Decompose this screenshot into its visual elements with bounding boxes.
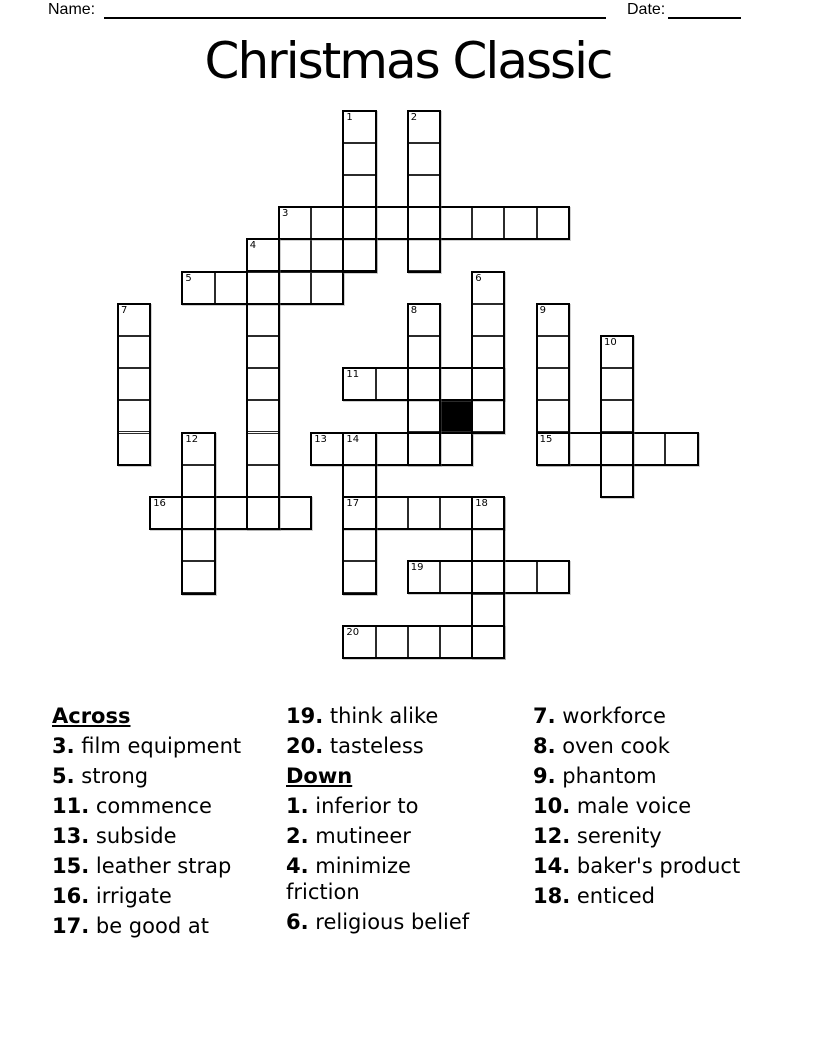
grid-cell-r12c9[interactable] bbox=[408, 497, 440, 529]
grid-cell-r13c7[interactable] bbox=[343, 529, 375, 561]
cell-number-6: 6 bbox=[475, 272, 482, 284]
date-label: Date: bbox=[627, 1, 666, 18]
grid-black-cell bbox=[440, 400, 472, 432]
grid-cell-r14c7[interactable] bbox=[343, 561, 375, 593]
grid-cell-r6c13[interactable] bbox=[537, 304, 569, 336]
clue-section-header-across: Across bbox=[52, 704, 131, 728]
clue-text: subside bbox=[89, 824, 177, 848]
grid-cell-r10c6[interactable] bbox=[311, 433, 343, 465]
grid-cell-r5c11[interactable] bbox=[472, 272, 504, 304]
clue-item-6 bbox=[286, 907, 469, 937]
grid-cell-r10c16[interactable] bbox=[633, 433, 665, 465]
clue-item-5 bbox=[52, 761, 241, 791]
cell-number-20: 20 bbox=[346, 626, 360, 638]
grid-cell-r10c14[interactable] bbox=[569, 433, 601, 465]
clue-text: religious belief bbox=[308, 910, 470, 934]
grid-cell-r11c2[interactable] bbox=[182, 465, 214, 497]
cell-number-8: 8 bbox=[410, 304, 418, 316]
grid-cell-r5c5[interactable] bbox=[279, 272, 311, 304]
clue-item-18 bbox=[533, 881, 740, 911]
clue-number: 6. bbox=[286, 910, 309, 934]
grid-cell-r1c7[interactable] bbox=[343, 143, 375, 175]
clue-number: 4. bbox=[286, 854, 309, 878]
grid-cell-r12c1[interactable] bbox=[150, 497, 182, 529]
grid-cell-r14c9[interactable] bbox=[408, 561, 440, 593]
clue-text: baker's product bbox=[570, 854, 741, 878]
clue-text: workforce bbox=[555, 704, 666, 728]
clue-text: tasteless bbox=[323, 734, 424, 758]
grid-cell-r14c2[interactable] bbox=[182, 561, 214, 593]
grid-cell-r3c12[interactable] bbox=[504, 207, 536, 239]
grid-cell-r10c15[interactable] bbox=[601, 433, 633, 465]
grid-cell-r7c13[interactable] bbox=[537, 336, 569, 368]
grid-cell-r12c4[interactable] bbox=[247, 497, 279, 529]
clue-number: 18. bbox=[533, 884, 571, 908]
grid-cell-r14c13[interactable] bbox=[537, 561, 569, 593]
grid-cell-r7c0[interactable] bbox=[118, 336, 150, 368]
grid-cell-r12c2[interactable] bbox=[182, 497, 214, 529]
grid-cell-r6c4[interactable] bbox=[247, 304, 279, 336]
cell-number-5: 5 bbox=[185, 272, 192, 284]
grid-cell-r3c10[interactable] bbox=[440, 207, 472, 239]
grid-cell-r10c10[interactable] bbox=[440, 433, 472, 465]
cell-number-13: 13 bbox=[314, 433, 327, 445]
grid-cell-r4c4[interactable] bbox=[247, 239, 279, 271]
grid-cell-r12c10[interactable] bbox=[440, 497, 472, 529]
grid-cell-r3c11[interactable] bbox=[472, 207, 504, 239]
grid-cell-r0c9[interactable] bbox=[408, 111, 440, 143]
clue-text: be good at bbox=[89, 914, 209, 938]
grid-cell-r8c4[interactable] bbox=[247, 368, 279, 400]
grid-cell-r8c15[interactable] bbox=[601, 368, 633, 400]
grid-cell-r9c0[interactable] bbox=[118, 400, 150, 432]
clue-text: minimize friction bbox=[286, 854, 411, 904]
grid-cell-r6c0[interactable] bbox=[118, 304, 150, 336]
grid-cell-r8c8[interactable] bbox=[376, 368, 408, 400]
grid-cell-r7c15[interactable] bbox=[601, 336, 633, 368]
clue-number: 10. bbox=[533, 794, 571, 818]
clue-number: 2. bbox=[286, 824, 309, 848]
clue-number: 11. bbox=[52, 794, 90, 818]
clue-item-3 bbox=[52, 731, 241, 761]
clue-text: enticed bbox=[570, 884, 655, 908]
clue-number: 13. bbox=[52, 824, 90, 848]
grid-cell-r14c10[interactable] bbox=[440, 561, 472, 593]
grid-cell-r14c11[interactable] bbox=[472, 561, 504, 593]
clue-text: phantom bbox=[555, 764, 657, 788]
cell-number-12: 12 bbox=[185, 433, 199, 445]
clue-number: 8. bbox=[533, 734, 556, 758]
clue-item-4 bbox=[286, 851, 446, 907]
clue-column-2 bbox=[286, 701, 469, 937]
grid-cell-r3c6[interactable] bbox=[311, 207, 343, 239]
grid-cell-r0c7[interactable] bbox=[343, 111, 375, 143]
grid-cell-r7c11[interactable] bbox=[472, 336, 504, 368]
clue-number: 5. bbox=[52, 764, 75, 788]
grid-cell-r12c5[interactable] bbox=[279, 497, 311, 529]
clue-item-1 bbox=[286, 791, 469, 821]
grid-cell-r10c0[interactable] bbox=[118, 433, 150, 465]
clue-item-7 bbox=[533, 701, 740, 731]
grid-cell-r11c4[interactable] bbox=[247, 465, 279, 497]
grid-cell-r15c11[interactable] bbox=[472, 594, 504, 626]
grid-cell-r5c3[interactable] bbox=[215, 272, 247, 304]
cell-number-19: 19 bbox=[410, 562, 424, 574]
grid-cell-r4c6[interactable] bbox=[311, 239, 343, 271]
clue-item-15 bbox=[52, 851, 241, 881]
clue-section-header-down: Down bbox=[286, 764, 353, 788]
clue-text: male voice bbox=[570, 794, 692, 818]
clue-number: 17. bbox=[52, 914, 90, 938]
grid-cell-r6c9[interactable] bbox=[408, 304, 440, 336]
grid-cell-r9c11[interactable] bbox=[472, 400, 504, 432]
grid-cell-r2c9[interactable] bbox=[408, 175, 440, 207]
cell-number-14: 14 bbox=[346, 433, 360, 445]
clue-text: leather strap bbox=[89, 854, 232, 878]
grid-cell-r8c13[interactable] bbox=[537, 368, 569, 400]
grid-cell-r10c2[interactable] bbox=[182, 433, 214, 465]
grid-cell-r11c15[interactable] bbox=[601, 465, 633, 497]
clue-number: 12. bbox=[533, 824, 571, 848]
grid-cell-r10c17[interactable] bbox=[665, 433, 697, 465]
grid-cell-r16c9[interactable] bbox=[408, 626, 440, 658]
grid-cell-r11c7[interactable] bbox=[343, 465, 375, 497]
puzzle-title: Christmas Classic bbox=[204, 32, 612, 90]
cell-number-15: 15 bbox=[539, 433, 553, 445]
grid-cell-r16c10[interactable] bbox=[440, 626, 472, 658]
cell-number-18: 18 bbox=[475, 497, 488, 509]
clue-item-17 bbox=[52, 911, 241, 941]
grid-cell-r1c9[interactable] bbox=[408, 143, 440, 175]
grid-cell-r4c7[interactable] bbox=[343, 239, 375, 271]
grid-cell-r8c9[interactable] bbox=[408, 368, 440, 400]
grid-cell-r13c2[interactable] bbox=[182, 529, 214, 561]
grid-cell-r5c2[interactable] bbox=[182, 272, 214, 304]
clue-item-19 bbox=[286, 701, 469, 731]
grid-cell-r10c7[interactable] bbox=[343, 433, 375, 465]
clue-number: 3. bbox=[52, 734, 75, 758]
clue-item-2 bbox=[286, 821, 469, 851]
grid-cell-r9c9[interactable] bbox=[408, 400, 440, 432]
grid-cell-r7c4[interactable] bbox=[247, 336, 279, 368]
clue-text: think alike bbox=[323, 704, 439, 728]
cell-number-17: 17 bbox=[346, 497, 360, 509]
grid-cell-r8c11[interactable] bbox=[472, 368, 504, 400]
clue-text: serenity bbox=[570, 824, 662, 848]
cell-number-2: 2 bbox=[410, 111, 418, 123]
clue-column-3 bbox=[533, 701, 740, 911]
grid-cell-r12c11[interactable] bbox=[472, 497, 504, 529]
grid-cell-r9c4[interactable] bbox=[247, 400, 279, 432]
clue-text: inferior to bbox=[308, 794, 419, 818]
grid-cell-r12c7[interactable] bbox=[343, 497, 375, 529]
grid-cell-r16c11[interactable] bbox=[472, 626, 504, 658]
clue-number: 16. bbox=[52, 884, 90, 908]
grid-cell-r8c0[interactable] bbox=[118, 368, 150, 400]
clue-item-12 bbox=[533, 821, 740, 851]
clue-text: strong bbox=[74, 764, 149, 788]
clue-number: 7. bbox=[533, 704, 556, 728]
clue-item-8 bbox=[533, 731, 740, 761]
grid-cell-r10c8[interactable] bbox=[376, 433, 408, 465]
clue-number: 19. bbox=[286, 704, 324, 728]
grid-cell-r6c11[interactable] bbox=[472, 304, 504, 336]
cell-number-7: 7 bbox=[121, 304, 128, 316]
grid-cell-r10c13[interactable] bbox=[537, 433, 569, 465]
grid-cell-r7c9[interactable] bbox=[408, 336, 440, 368]
clue-item-10 bbox=[533, 791, 740, 821]
grid-cell-r5c4[interactable] bbox=[247, 272, 279, 304]
grid-cell-r12c3[interactable] bbox=[215, 497, 247, 529]
clue-item-9 bbox=[533, 761, 740, 791]
clue-text: commence bbox=[89, 794, 212, 818]
cell-number-10: 10 bbox=[604, 336, 617, 348]
grid-cell-r12c8[interactable] bbox=[376, 497, 408, 529]
grid-cell-r5c6[interactable] bbox=[311, 272, 343, 304]
clue-number: 20. bbox=[286, 734, 324, 758]
cell-number-3: 3 bbox=[282, 208, 289, 220]
clue-number: 9. bbox=[533, 764, 556, 788]
grid-cell-r8c7[interactable] bbox=[343, 368, 375, 400]
grid-cell-r13c11[interactable] bbox=[472, 529, 504, 561]
grid-cell-r3c5[interactable] bbox=[279, 207, 311, 239]
cell-number-16: 16 bbox=[153, 497, 166, 509]
grid-cell-r16c7[interactable] bbox=[343, 626, 375, 658]
cell-number-9: 9 bbox=[539, 304, 546, 316]
grid-cell-r8c10[interactable] bbox=[440, 368, 472, 400]
grid-cell-r4c5[interactable] bbox=[279, 239, 311, 271]
cell-number-11: 11 bbox=[346, 369, 360, 381]
clue-item-11 bbox=[52, 791, 241, 821]
grid-cell-r14c12[interactable] bbox=[504, 561, 536, 593]
grid-cell-r10c9[interactable] bbox=[408, 433, 440, 465]
grid-cell-r3c8[interactable] bbox=[376, 207, 408, 239]
clue-number: 14. bbox=[533, 854, 571, 878]
grid-cell-r9c15[interactable] bbox=[601, 400, 633, 432]
clue-number: 15. bbox=[52, 854, 90, 878]
grid-cell-r2c7[interactable] bbox=[343, 175, 375, 207]
grid-cell-r9c13[interactable] bbox=[537, 400, 569, 432]
clue-column-1 bbox=[52, 701, 241, 941]
name-label: Name: bbox=[48, 1, 96, 18]
cell-number-1: 1 bbox=[346, 111, 353, 123]
clue-item-13 bbox=[52, 821, 241, 851]
clue-item-14 bbox=[533, 851, 740, 881]
clue-text: film equipment bbox=[74, 734, 242, 758]
clue-item-20 bbox=[286, 731, 469, 761]
grid-cell-r3c9[interactable] bbox=[408, 207, 440, 239]
clue-text: irrigate bbox=[89, 884, 172, 908]
cell-number-4: 4 bbox=[249, 240, 257, 252]
clue-text: oven cook bbox=[555, 734, 670, 758]
grid-cell-r4c9[interactable] bbox=[408, 239, 440, 271]
clue-number: 1. bbox=[286, 794, 309, 818]
clue-text: mutineer bbox=[308, 824, 411, 848]
grid-cell-r16c8[interactable] bbox=[376, 626, 408, 658]
grid-cell-r3c7[interactable] bbox=[343, 207, 375, 239]
clue-item-16 bbox=[52, 881, 241, 911]
grid-cell-r10c4[interactable] bbox=[247, 433, 279, 465]
grid-cell-r3c13[interactable] bbox=[537, 207, 569, 239]
